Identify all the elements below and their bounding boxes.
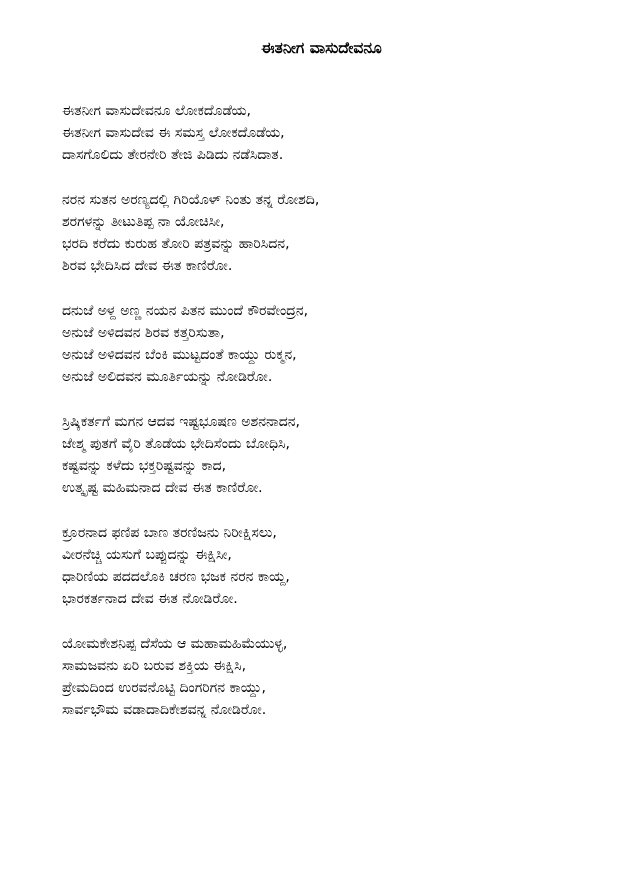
poem-line: ದನುಜೆ ಅಳ್ದ ಅಣ್ಣ ನಯನ ಪಿತನ ಮುಂದೆ ಕೌರವೇಂದ್ರನ, [62, 303, 309, 319]
poem-line: ಶಿರವ ಭೇದಿಸಿದ ದೇವ ಈತ ಕಾಣಿರೋ. [62, 258, 233, 274]
poem-line: ಸಾಮಜವನು ಏರಿ ಬರುವ ಶಕ್ತಿಯ ಈಕ್ಷಿಸಿ, [62, 658, 247, 674]
poem-line: ಭರದಿ ಕರೆದು ಕುರುಹ ತೋರಿ ಪತ್ರವನ್ನು ಹಾರಿಸಿದನ, [62, 236, 290, 252]
stanza-2 [62, 189, 622, 277]
poem-body [62, 100, 622, 744]
stanza-6 [62, 633, 622, 721]
poem-line: ದಾಸಗೊಲಿದು ತೇರನೇರಿ ತೇಜಿ ಪಿಡಿದು ನಡೆಸಿದಾತ. [62, 147, 284, 163]
poem-line: ವೀರನೆಚ್ಚಿ ಯಸುಗೆ ಬಪ್ಪುದನ್ನು ಈಕ್ಷಿಸೀ, [62, 547, 232, 563]
poem-line: ಶರಗಳನ್ನು ತೀಟುತಿಪ್ಪ ನಾ ಯೋಚಿಸೀ, [62, 214, 225, 230]
poem-line: ಅನುಜೆ ಅಳಿದವನ ಬೆಂಕಿ ಮುಟ್ಟದಂತೆ ಕಾಯ್ದು ರುಕ್ಮನ, [62, 347, 297, 363]
poem-line: ಸಾರ್ವಭೌಮ ವಡಾದಾದಿಕೇಶವನ್ನ ನೋಡಿರೋ. [62, 702, 267, 718]
poem-line: ಈತನೀಗ ವಾಸುದೇವ ಈ ಸಮಸ್ತ ಲೋಕದೊಡೆಯ, [62, 125, 285, 141]
poem-line: ಭಾರಕರ್ತನಾದ ದೇವ ಈತ ನೋಡಿರೋ. [62, 591, 238, 607]
stanza-5 [62, 522, 622, 610]
poem-line: ಕ್ರೂರನಾದ ಫಣಿಪ ಬಾಣ ತರಣಿಜನು ನಿರೀಕ್ಷಿಸಲು, [62, 525, 277, 541]
poem-line: ಉತ್ಕೃಷ್ಟ ಮಹಿಮನಾದ ದೇವ ಈತ ಕಾಣಿರೋ. [62, 480, 263, 496]
stanza-1 [62, 100, 622, 166]
poem-line: ಕಷ್ಟವನ್ನು ಕಳೆದು ಭಕ್ತರಿಷ್ಟವನ್ನು ಕಾದ, [62, 458, 227, 474]
poem-line: ಪ್ರೇಮದಿಂದ ಉರವನೊಟ್ಟಿ ದಿಂಗರಿಗನ ಕಾಯ್ದು, [62, 680, 266, 696]
poem-line: ಜೇಶ್ಮ ಪುತಗೆ ವೈರಿ ತೊಡೆಯ ಭೇದಿಸೆಂದು ಬೋಧಿಸಿ, [62, 436, 290, 452]
poem-line: ಅನುಜೆ ಅಳಿದವನ ಶಿರವ ಕತ್ತರಿಸುತಾ, [62, 325, 225, 341]
poem-line: ಧಾರಿಣಿಯ ಪದದಲೊಕಿ ಚರಣ ಭಜಕ ನರನ ಕಾಯ್ದ, [62, 569, 290, 585]
poem-line: ಯೋಮಕೇಶನಿಪ್ಪ ದೆಸೆಯ ಆ ಮಹಾಮಹಿಮೆಯುಳ್ಳ, [62, 636, 288, 652]
stanza-4 [62, 411, 622, 499]
poem-line: ಸ್ರಿಷ್ಕಿಕರ್ತಗೆ ಮಗನ ಆದವ ಇಷ್ಟಭೂಷಣ ಅಶನನಾದನ, [62, 414, 300, 430]
poem-line: ನರನ ಸುತನ ಅರಣ್ಯದಲ್ಲಿ ಗಿರಿಯೊಳ್ ನಿಂತು ತನ್ನ ರೋಶದಿ, [62, 192, 320, 208]
poem-line: ಈತನೀಗ ವಾಸುದೇವನೂ ಲೋಕದೊಡೆಯ, [62, 103, 251, 119]
poem-line: ಅನುಜೆ ಅಲಿದವನ ಮೂರ್ತಿಯನ್ನು ನೋಡಿರೋ. [62, 369, 273, 385]
stanza-3 [62, 300, 622, 388]
page-title: ಈತನೀಗ ವಾಸುದೇವನೂ [261, 39, 382, 57]
